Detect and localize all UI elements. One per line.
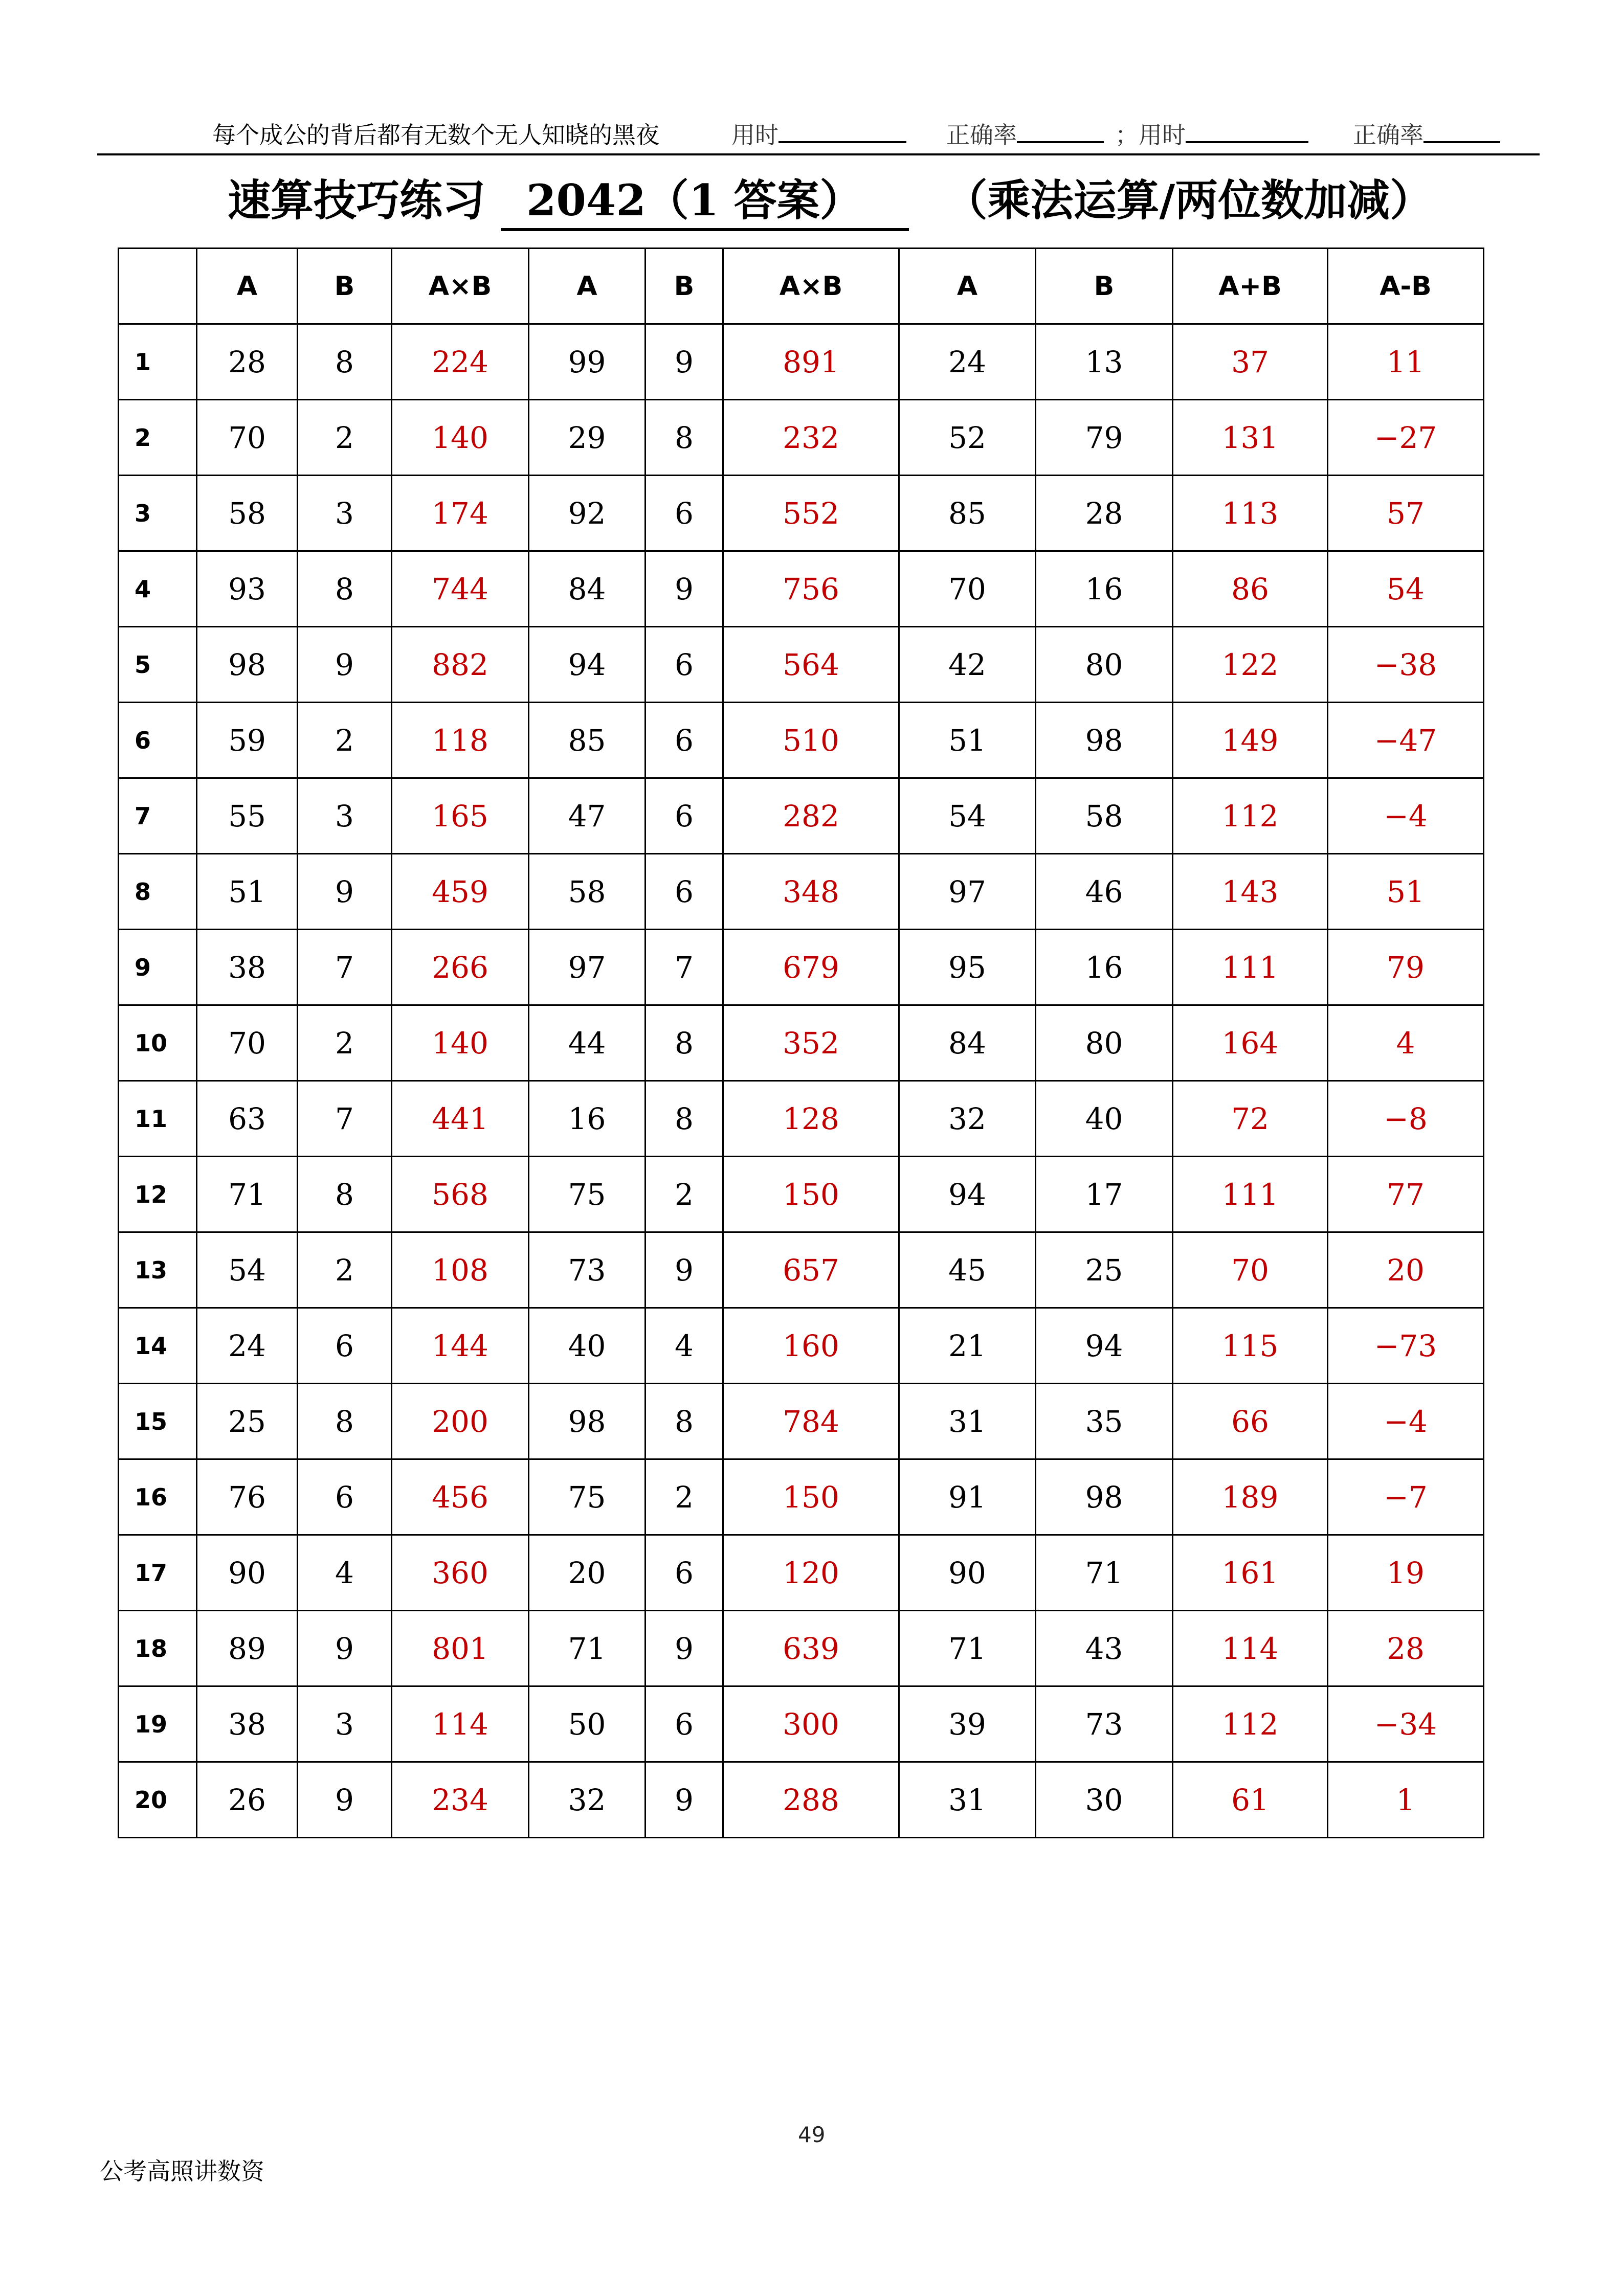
operand-cell: 73 <box>1036 1686 1173 1762</box>
row-number: 17 <box>119 1535 197 1611</box>
answer-cell: 54 <box>1328 551 1484 627</box>
column-header: A+B <box>1173 249 1328 324</box>
row-number: 13 <box>119 1232 197 1308</box>
answer-cell: 150 <box>723 1157 899 1232</box>
operand-cell: 2 <box>646 1157 723 1232</box>
footer-text: 公考高照讲数资 <box>100 2157 264 2185</box>
operand-cell: 97 <box>529 930 646 1005</box>
operand-cell: 42 <box>899 627 1036 703</box>
operand-cell: 3 <box>298 476 392 551</box>
row-number: 1 <box>119 324 197 400</box>
operand-cell: 58 <box>529 854 646 930</box>
operand-cell: 9 <box>646 551 723 627</box>
answer-cell: 510 <box>723 703 899 778</box>
answer-cell: 143 <box>1173 854 1328 930</box>
operand-cell: 70 <box>197 1005 298 1081</box>
answer-cell: 360 <box>392 1535 529 1611</box>
operand-cell: 8 <box>646 1005 723 1081</box>
answer-cell: 165 <box>392 778 529 854</box>
answer-cell: 111 <box>1173 930 1328 1005</box>
row-number: 12 <box>119 1157 197 1232</box>
operand-cell: 9 <box>646 1762 723 1838</box>
operand-cell: 7 <box>298 1081 392 1157</box>
operand-cell: 44 <box>529 1005 646 1081</box>
row-number: 16 <box>119 1459 197 1535</box>
operand-cell: 28 <box>1036 476 1173 551</box>
operand-cell: 52 <box>899 400 1036 476</box>
accuracy-label-1: 正确率 <box>946 121 1017 149</box>
answer-cell: 115 <box>1173 1308 1328 1384</box>
answer-cell: 66 <box>1173 1384 1328 1459</box>
operand-cell: 94 <box>1036 1308 1173 1384</box>
answer-cell: −47 <box>1328 703 1484 778</box>
answer-cell: 891 <box>723 324 899 400</box>
answer-cell: 20 <box>1328 1232 1484 1308</box>
answer-cell: −38 <box>1328 627 1484 703</box>
operand-cell: 6 <box>646 476 723 551</box>
answer-cell: −7 <box>1328 1459 1484 1535</box>
row-number: 20 <box>119 1762 197 1838</box>
operand-cell: 80 <box>1036 1005 1173 1081</box>
operand-cell: 16 <box>1036 930 1173 1005</box>
operand-cell: 29 <box>529 400 646 476</box>
operand-cell: 93 <box>197 551 298 627</box>
operand-cell: 46 <box>1036 854 1173 930</box>
answer-cell: 140 <box>392 1005 529 1081</box>
operand-cell: 98 <box>1036 1459 1173 1535</box>
answer-cell: 200 <box>392 1384 529 1459</box>
answer-cell: −4 <box>1328 1384 1484 1459</box>
answer-cell: −73 <box>1328 1308 1484 1384</box>
operand-cell: 25 <box>197 1384 298 1459</box>
answer-cell: 37 <box>1173 324 1328 400</box>
operand-cell: 54 <box>899 778 1036 854</box>
table-row <box>119 324 1484 400</box>
column-header: B <box>298 249 392 324</box>
column-header: A×B <box>392 249 529 324</box>
operand-cell: 90 <box>899 1535 1036 1611</box>
operand-cell: 58 <box>1036 778 1173 854</box>
operand-cell: 84 <box>529 551 646 627</box>
answer-cell: 441 <box>392 1081 529 1157</box>
operand-cell: 8 <box>298 324 392 400</box>
operand-cell: 8 <box>298 551 392 627</box>
time-label-1: 用时 <box>731 121 778 149</box>
accuracy-label-2: 正确率 <box>1353 121 1423 149</box>
operand-cell: 97 <box>899 854 1036 930</box>
operand-cell: 79 <box>1036 400 1173 476</box>
answer-cell: 232 <box>723 400 899 476</box>
answer-cell: 352 <box>723 1005 899 1081</box>
time-field-1[interactable] <box>731 117 906 150</box>
operand-cell: 9 <box>646 1232 723 1308</box>
table-row <box>119 1686 1484 1762</box>
answer-cell: −34 <box>1328 1686 1484 1762</box>
operand-cell: 6 <box>646 1535 723 1611</box>
answer-cell: 679 <box>723 930 899 1005</box>
operand-cell: 32 <box>899 1081 1036 1157</box>
row-number: 19 <box>119 1686 197 1762</box>
row-number: 14 <box>119 1308 197 1384</box>
row-number: 11 <box>119 1081 197 1157</box>
operand-cell: 98 <box>1036 703 1173 778</box>
operand-cell: 71 <box>197 1157 298 1232</box>
answer-cell: 86 <box>1173 551 1328 627</box>
operand-cell: 92 <box>529 476 646 551</box>
operand-cell: 24 <box>197 1308 298 1384</box>
answer-cell: 160 <box>723 1308 899 1384</box>
answer-cell: 131 <box>1173 400 1328 476</box>
operand-cell: 91 <box>899 1459 1036 1535</box>
header-motto: 每个成公的背后都有无数个无人知晓的黑夜 <box>212 121 659 149</box>
header-index-cell <box>119 249 197 324</box>
operand-cell: 20 <box>529 1535 646 1611</box>
operand-cell: 71 <box>899 1611 1036 1686</box>
operand-cell: 8 <box>646 1081 723 1157</box>
table-row <box>119 703 1484 778</box>
answer-cell: 149 <box>1173 703 1328 778</box>
table-row <box>119 1459 1484 1535</box>
column-header: A <box>529 249 646 324</box>
operand-cell: 6 <box>646 778 723 854</box>
operand-cell: 7 <box>298 930 392 1005</box>
answer-cell: 118 <box>392 703 529 778</box>
row-number: 18 <box>119 1611 197 1686</box>
table-row <box>119 1762 1484 1838</box>
operand-cell: 45 <box>899 1232 1036 1308</box>
operand-cell: 39 <box>899 1686 1036 1762</box>
answer-cell: 144 <box>392 1308 529 1384</box>
answer-cell: 456 <box>392 1459 529 1535</box>
operand-cell: 16 <box>1036 551 1173 627</box>
operand-cell: 94 <box>529 627 646 703</box>
row-number: 8 <box>119 854 197 930</box>
operand-cell: 4 <box>298 1535 392 1611</box>
answer-cell: 4 <box>1328 1005 1484 1081</box>
answer-cell: 756 <box>723 551 899 627</box>
operand-cell: 31 <box>899 1762 1036 1838</box>
answer-cell: 564 <box>723 627 899 703</box>
answer-cell: 801 <box>392 1611 529 1686</box>
operand-cell: 8 <box>298 1384 392 1459</box>
operand-cell: 51 <box>899 703 1036 778</box>
operand-cell: 31 <box>899 1384 1036 1459</box>
answer-cell: 161 <box>1173 1535 1328 1611</box>
accuracy-field-1[interactable] <box>946 117 1104 150</box>
table-row <box>119 627 1484 703</box>
operand-cell: 35 <box>1036 1384 1173 1459</box>
operand-cell: 9 <box>298 1611 392 1686</box>
operand-cell: 63 <box>197 1081 298 1157</box>
row-number: 3 <box>119 476 197 551</box>
operand-cell: 85 <box>529 703 646 778</box>
operand-cell: 8 <box>646 1384 723 1459</box>
operand-cell: 94 <box>899 1157 1036 1232</box>
operand-cell: 4 <box>646 1308 723 1384</box>
answer-cell: 639 <box>723 1611 899 1686</box>
operand-cell: 43 <box>1036 1611 1173 1686</box>
table-row <box>119 1232 1484 1308</box>
row-number: 9 <box>119 930 197 1005</box>
answer-cell: 882 <box>392 627 529 703</box>
column-header: B <box>1036 249 1173 324</box>
answer-cell: 112 <box>1173 1686 1328 1762</box>
answer-cell: 57 <box>1328 476 1484 551</box>
operand-cell: 40 <box>1036 1081 1173 1157</box>
operand-cell: 89 <box>197 1611 298 1686</box>
column-header: B <box>646 249 723 324</box>
table-row <box>119 400 1484 476</box>
table-row <box>119 930 1484 1005</box>
answer-cell: 120 <box>723 1535 899 1611</box>
operand-cell: 6 <box>646 627 723 703</box>
answer-cell: 113 <box>1173 476 1328 551</box>
operand-cell: 9 <box>646 1611 723 1686</box>
answer-cell: 79 <box>1328 930 1484 1005</box>
answer-cell: 122 <box>1173 627 1328 703</box>
answer-cell: 70 <box>1173 1232 1328 1308</box>
answer-cell: 174 <box>392 476 529 551</box>
answer-cell: 114 <box>392 1686 529 1762</box>
answer-cell: 552 <box>723 476 899 551</box>
operand-cell: 26 <box>197 1762 298 1838</box>
column-header: A <box>899 249 1036 324</box>
answer-cell: 189 <box>1173 1459 1328 1535</box>
row-number: 5 <box>119 627 197 703</box>
table-header-row <box>119 249 1484 324</box>
answer-cell: 19 <box>1328 1535 1484 1611</box>
operand-cell: 6 <box>646 1686 723 1762</box>
operand-cell: 85 <box>899 476 1036 551</box>
operand-cell: 6 <box>646 854 723 930</box>
operand-cell: 95 <box>899 930 1036 1005</box>
answer-cell: −4 <box>1328 778 1484 854</box>
row-number: 2 <box>119 400 197 476</box>
operand-cell: 6 <box>298 1459 392 1535</box>
answer-cell: 234 <box>392 1762 529 1838</box>
operand-cell: 70 <box>197 400 298 476</box>
operand-cell: 71 <box>529 1611 646 1686</box>
operand-cell: 9 <box>646 324 723 400</box>
answer-cell: 164 <box>1173 1005 1328 1081</box>
operand-cell: 3 <box>298 1686 392 1762</box>
answer-cell: 282 <box>723 778 899 854</box>
operand-cell: 50 <box>529 1686 646 1762</box>
operand-cell: 80 <box>1036 627 1173 703</box>
answer-cell: 11 <box>1328 324 1484 400</box>
operand-cell: 98 <box>197 627 298 703</box>
operand-cell: 25 <box>1036 1232 1173 1308</box>
operand-cell: 13 <box>1036 324 1173 400</box>
operand-cell: 70 <box>899 551 1036 627</box>
column-header: A-B <box>1328 249 1484 324</box>
table-row <box>119 854 1484 930</box>
row-number: 7 <box>119 778 197 854</box>
table-row <box>119 1384 1484 1459</box>
answer-cell: 28 <box>1328 1611 1484 1686</box>
answer-cell: 288 <box>723 1762 899 1838</box>
page-title <box>228 166 1433 228</box>
operand-cell: 6 <box>646 703 723 778</box>
operand-cell: 75 <box>529 1157 646 1232</box>
operand-cell: 98 <box>529 1384 646 1459</box>
answer-cell: 1 <box>1328 1762 1484 1838</box>
answer-cell: 108 <box>392 1232 529 1308</box>
operand-cell: 59 <box>197 703 298 778</box>
practice-table <box>118 247 1484 1838</box>
page-number: 49 <box>798 2122 826 2147</box>
operand-cell: 76 <box>197 1459 298 1535</box>
operand-cell: 7 <box>646 930 723 1005</box>
operand-cell: 16 <box>529 1081 646 1157</box>
row-number: 6 <box>119 703 197 778</box>
table-row <box>119 551 1484 627</box>
answer-cell: 348 <box>723 854 899 930</box>
accuracy-field-2[interactable] <box>1353 117 1500 150</box>
answer-cell: 784 <box>723 1384 899 1459</box>
operand-cell: 51 <box>197 854 298 930</box>
column-header: A <box>197 249 298 324</box>
operand-cell: 73 <box>529 1232 646 1308</box>
operand-cell: 9 <box>298 854 392 930</box>
operand-cell: 40 <box>529 1308 646 1384</box>
title-code: 2042（1 答案） <box>501 166 908 231</box>
answer-cell: 266 <box>392 930 529 1005</box>
table-row <box>119 1611 1484 1686</box>
operand-cell: 2 <box>646 1459 723 1535</box>
time-label-2: ；用时 <box>1115 121 1186 149</box>
operand-cell: 30 <box>1036 1762 1173 1838</box>
answer-cell: −27 <box>1328 400 1484 476</box>
answer-cell: 111 <box>1173 1157 1328 1232</box>
operand-cell: 75 <box>529 1459 646 1535</box>
operand-cell: 9 <box>298 627 392 703</box>
table-row <box>119 1005 1484 1081</box>
answer-cell: 114 <box>1173 1611 1328 1686</box>
row-number: 4 <box>119 551 197 627</box>
table-row <box>119 476 1484 551</box>
operand-cell: 54 <box>197 1232 298 1308</box>
row-number: 10 <box>119 1005 197 1081</box>
row-number: 15 <box>119 1384 197 1459</box>
operand-cell: 90 <box>197 1535 298 1611</box>
table-row <box>119 1081 1484 1157</box>
table-row <box>119 1157 1484 1232</box>
answer-cell: 128 <box>723 1081 899 1157</box>
answer-cell: 657 <box>723 1232 899 1308</box>
answer-cell: 150 <box>723 1459 899 1535</box>
answer-cell: 459 <box>392 854 529 930</box>
operand-cell: 71 <box>1036 1535 1173 1611</box>
operand-cell: 58 <box>197 476 298 551</box>
answer-cell: 744 <box>392 551 529 627</box>
answer-cell: 61 <box>1173 1762 1328 1838</box>
time-field-2[interactable] <box>1115 117 1308 150</box>
answer-cell: 224 <box>392 324 529 400</box>
operand-cell: 2 <box>298 1005 392 1081</box>
operand-cell: 9 <box>298 1762 392 1838</box>
answer-cell: 77 <box>1328 1157 1484 1232</box>
operand-cell: 2 <box>298 703 392 778</box>
operand-cell: 24 <box>899 324 1036 400</box>
operand-cell: 99 <box>529 324 646 400</box>
answer-cell: 300 <box>723 1686 899 1762</box>
operand-cell: 55 <box>197 778 298 854</box>
answer-cell: 568 <box>392 1157 529 1232</box>
operand-cell: 2 <box>298 400 392 476</box>
title-main: 速算技巧练习 <box>228 175 486 226</box>
operand-cell: 32 <box>529 1762 646 1838</box>
operand-cell: 17 <box>1036 1157 1173 1232</box>
operand-cell: 21 <box>899 1308 1036 1384</box>
answer-cell: 140 <box>392 400 529 476</box>
answer-cell: 72 <box>1173 1081 1328 1157</box>
table-row <box>119 1535 1484 1611</box>
operand-cell: 38 <box>197 930 298 1005</box>
operand-cell: 8 <box>298 1157 392 1232</box>
table-row <box>119 778 1484 854</box>
operand-cell: 3 <box>298 778 392 854</box>
table-row <box>119 1308 1484 1384</box>
answer-cell: −8 <box>1328 1081 1484 1157</box>
operand-cell: 8 <box>646 400 723 476</box>
operand-cell: 6 <box>298 1308 392 1384</box>
operand-cell: 28 <box>197 324 298 400</box>
column-header: A×B <box>723 249 899 324</box>
operand-cell: 84 <box>899 1005 1036 1081</box>
operand-cell: 47 <box>529 778 646 854</box>
answer-cell: 51 <box>1328 854 1484 930</box>
title-subtitle: （乘法运算/两位数加减） <box>944 175 1433 226</box>
operand-cell: 2 <box>298 1232 392 1308</box>
operand-cell: 38 <box>197 1686 298 1762</box>
answer-cell: 112 <box>1173 778 1328 854</box>
